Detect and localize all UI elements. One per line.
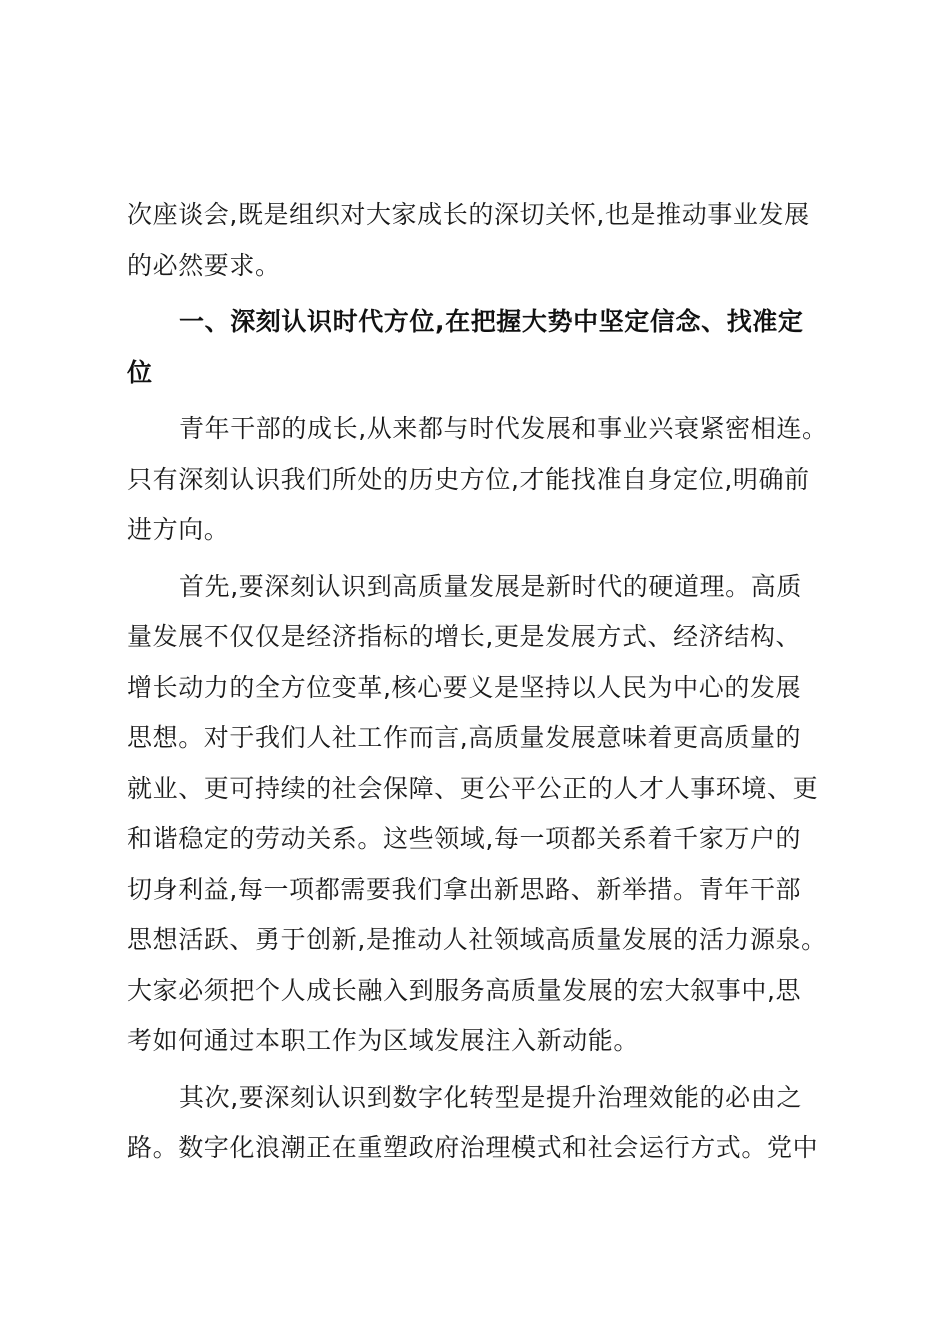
text-line: 增长动力的全方位变革,核心要义是坚持以人民为中心的发展 [127, 672, 802, 702]
text-line: 进方向。 [127, 515, 230, 544]
text-line: 思想活跃、勇于创新,是推动人社领域高质量发展的活力源泉。 [127, 925, 827, 954]
text-line: 量发展不仅仅是经济指标的增长,更是发展方式、经济结构、 [127, 622, 802, 651]
text-line: 首先,要深刻认识到高质量发展是新时代的硬道理。高质 [179, 571, 802, 601]
text-line: 青年干部的成长,从来都与时代发展和事业兴衰紧密相连。 [179, 414, 828, 443]
heading-line: 一、深刻认识时代方位,在把握大势中坚定信念、找准定 [179, 307, 804, 336]
text-line: 大家必须把个人成长融入到服务高质量发展的宏大叙事中,思 [127, 975, 802, 1005]
text-line: 次座谈会,既是组织对大家成长的深切关怀,也是推动事业发展 [127, 200, 810, 229]
text-line: 只有深刻认识我们所处的历史方位,才能找准自身定位,明确前 [127, 464, 810, 494]
paragraph-youth-growth [127, 404, 828, 556]
text-line: 其次,要深刻认识到数字化转型是提升治理效能的必由之 [179, 1082, 802, 1112]
paragraph-digital-transformation [127, 1073, 817, 1174]
text-line: 和谐稳定的劳动关系。这些领域,每一项都关系着千家万户的 [127, 824, 802, 853]
text-line: 思想。对于我们人社工作而言,高质量发展意味着更高质量的 [127, 723, 802, 752]
paragraph-high-quality-development [127, 562, 827, 1067]
text-line: 路。数字化浪潮正在重塑政府治理模式和社会运行方式。党中 [127, 1133, 819, 1162]
text-line: 考如何通过本职工作为区域发展注入新动能。 [127, 1026, 640, 1055]
text-line: 就业、更可持续的社会保障、更公平公正的人才人事环境、更 [127, 773, 819, 803]
paragraph-intro-continuation [127, 190, 817, 291]
text-line: 的必然要求。 [127, 250, 281, 280]
document-body [127, 190, 828, 1174]
section-heading-1 [127, 297, 817, 398]
heading-line: 位 [127, 357, 153, 387]
text-line: 切身利益,每一项都需要我们拿出新思路、新举措。青年干部 [127, 874, 802, 904]
